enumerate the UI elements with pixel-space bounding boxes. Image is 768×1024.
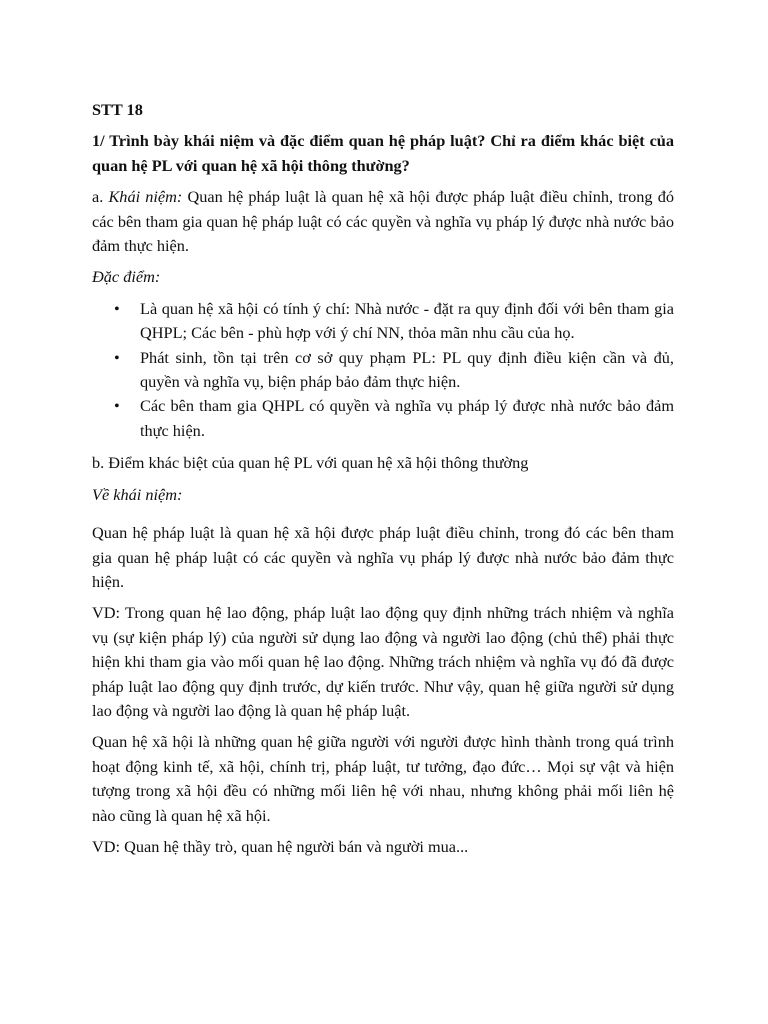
section-a-prefix: a. bbox=[92, 187, 109, 207]
list-item-text: Các bên tham gia QHPL có quyền và nghĩa vụ pháp lý được nhà nước bảo đảm thực hiện. bbox=[140, 396, 674, 440]
section-b-heading: b. Điểm khác biệt của quan hệ PL với quan hệ xã hội thông thường bbox=[92, 453, 529, 473]
concept-label: Khái niệm: bbox=[108, 187, 183, 207]
bullet-icon: • bbox=[114, 298, 120, 318]
bullet-icon: • bbox=[114, 347, 120, 367]
list-item-text: Là quan hệ xã hội có tính ý chí: Nhà nước - đặt ra quy định đối với bên tham gia QHPL; Các bên - phù hợp với ý chí NN, thỏa mãn nhu cầu của họ. bbox=[140, 298, 674, 343]
concept-subheading: Về khái niệm: bbox=[92, 484, 183, 504]
legal-relation-paragraph: Quan hệ pháp luật là quan hệ xã hội được pháp luật điều chỉnh, trong đó các bên tham gia quan hệ pháp luật có các quyền và nghĩa vụ pháp lý được nhà nước bảo đảm thực hiện. bbox=[92, 523, 674, 591]
features-label: Đặc điểm: bbox=[92, 267, 161, 287]
section-a-paragraph bbox=[92, 185, 674, 258]
social-relation-paragraph: Quan hệ xã hội là những quan hệ giữa người với người được hình thành trong quá trình hoạt động kinh tế, xã hội, chính trị, pháp luật, tư tưởng, đạo đức… Mọi sự vật và hiện tượng trong xã hội đều có những mối liên hệ với nhau, nhưng không phải mối liên hệ nào cũng là quan hệ xã hội. bbox=[92, 732, 674, 825]
list-item bbox=[92, 297, 674, 346]
example-paragraph-2: VD: Quan hệ thầy trò, quan hệ người bán và người mua... bbox=[92, 836, 469, 856]
list-item bbox=[92, 346, 674, 395]
document-number: STT 18 bbox=[92, 100, 143, 119]
list-item-text: Phát sinh, tồn tại trên cơ sở quy phạm PL: PL quy định điều kiện cần và đủ, quyền và nghĩa vụ, biện pháp bảo đảm thực hiện. bbox=[140, 347, 674, 392]
question-heading: 1/ Trình bày khái niệm và đặc điểm quan hệ pháp luật? Chỉ ra điểm khác biệt của quan hệ PL với quan hệ xã hội thông thường? bbox=[92, 131, 674, 175]
features-list bbox=[92, 297, 674, 443]
list-item bbox=[92, 394, 674, 443]
example-paragraph: VD: Trong quan hệ lao động, pháp luật lao động quy định những trách nhiệm và nghĩa vụ (sự kiện pháp lý) của người sử dụng lao động và người lao động (chủ thể) phải thực hiện khi tham gia vào mối quan hệ lao động. Những trách nhiệm và nghĩa vụ đó đã được pháp luật lao động quy định trước, dự kiến trước. Như vậy, quan hệ giữa người sử dụng lao động và người lao động là quan hệ pháp luật. bbox=[92, 603, 674, 720]
bullet-icon: • bbox=[114, 396, 120, 416]
concept-text: Quan hệ pháp luật là quan hệ xã hội được pháp luật điều chỉnh, trong đó các bên tham gia quan hệ pháp luật có các quyền và nghĩa vụ pháp lý được nhà nước bảo đảm thực hiện. bbox=[92, 187, 674, 256]
document-body bbox=[92, 98, 674, 866]
